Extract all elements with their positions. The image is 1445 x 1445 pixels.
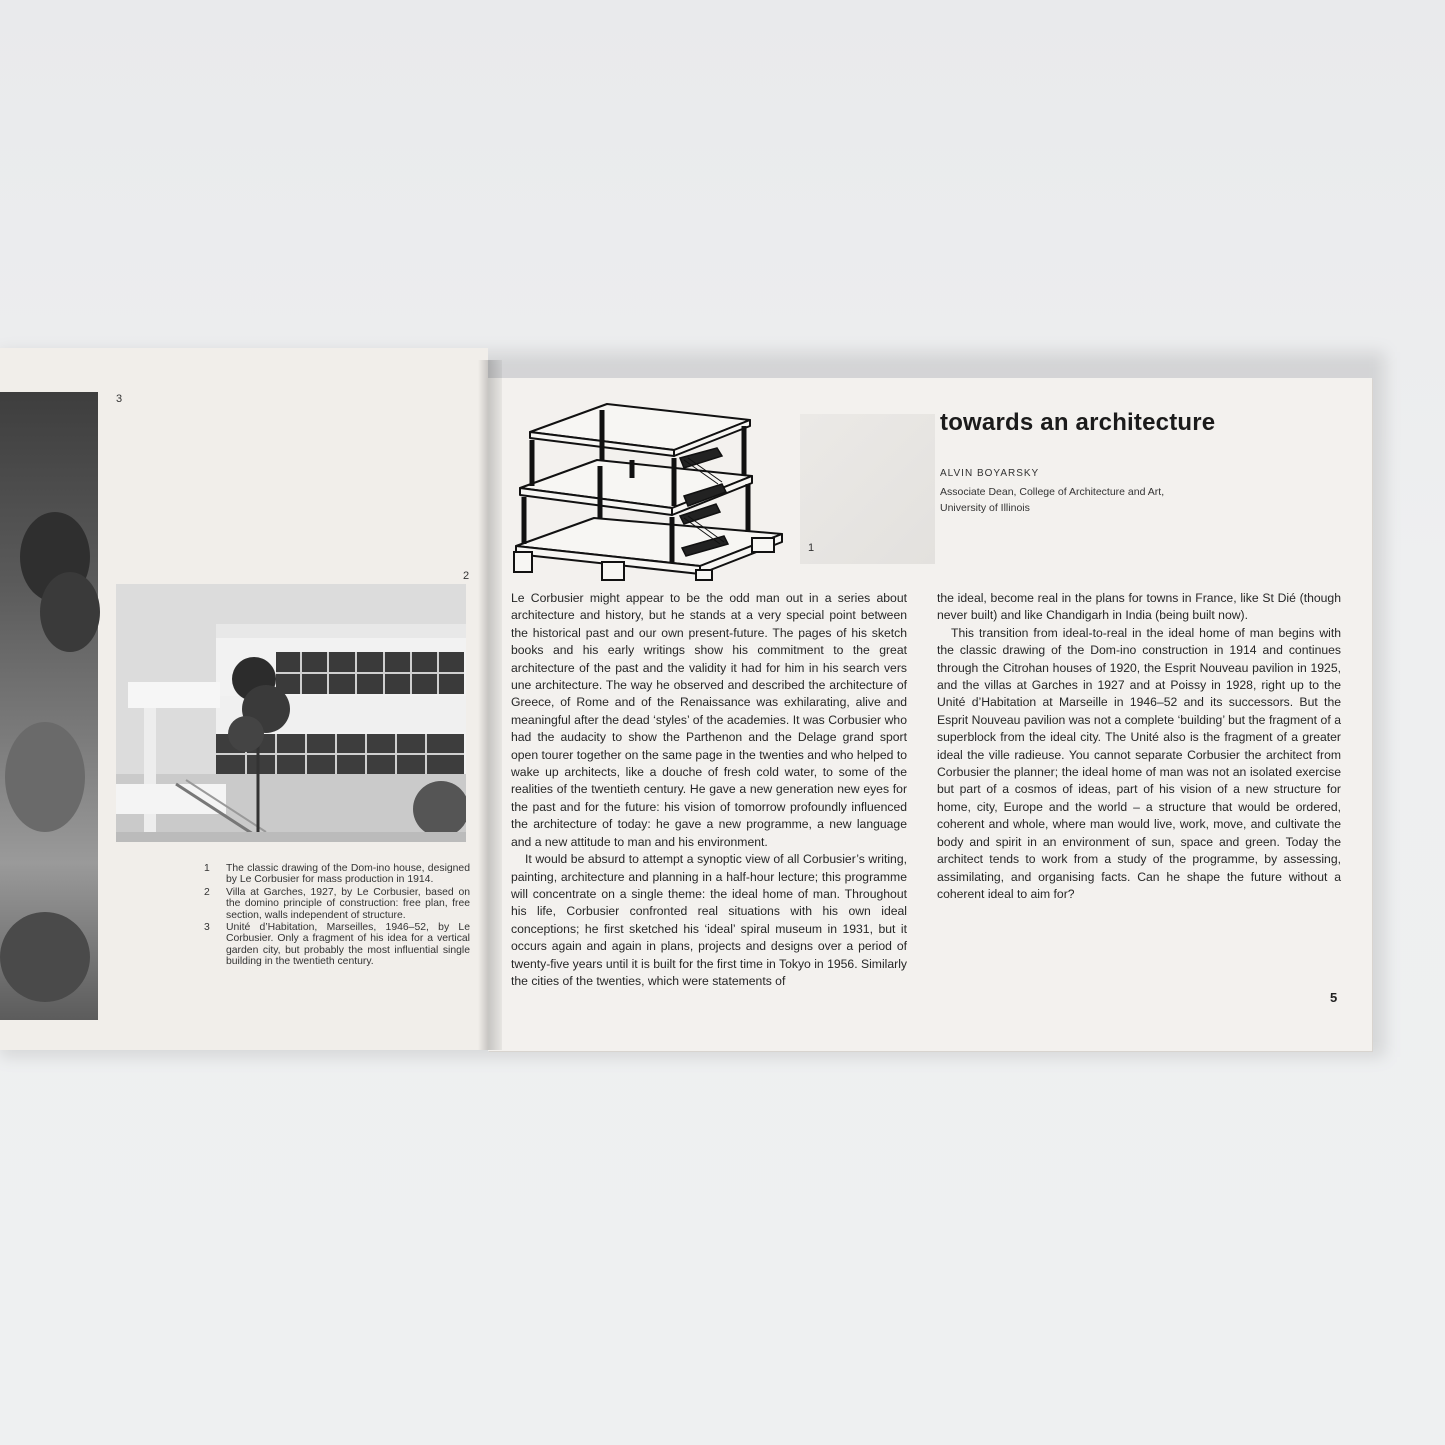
villa-garches-illustration — [116, 584, 466, 842]
paragraph: Le Corbusier might appear to be the odd man out in a series about architecture and history, but he stands at a very special point between the historical past and our own present-future. The pages of his sketch books and his early writings show his commitment to the great architecture of the past and the validity it had for him in his search vers une architecture. The way he observed and described the architecture of Greece, of Rome and of the Renaissance was exhilarating, alive and meaningful after the dead ‘styles’ of the academies. It was Corbusier who had the audacity to show the Parthenon and the Delage grand sport open tourer together on the same page in the twenties and who helped to wake up architects, like a douche of fresh cold water, to some of the realities of the twentieth century. He gave a new generation new eyes for the past and for the future: his vision of tomorrow profoundly influenced the architecture of today: he gave a new programme, a new language and a new attitude to man and his environment. — [511, 591, 907, 849]
figure-number-1: 1 — [808, 542, 815, 554]
dom-ino-house-illustration — [512, 398, 802, 582]
book-gutter — [478, 360, 502, 1050]
page-number: 5 — [1330, 990, 1338, 1005]
text-column-2 — [937, 590, 1341, 903]
show-through-image — [800, 414, 935, 564]
caption-number: 2 — [204, 886, 210, 898]
paragraph: This transition from ideal-to-real in the ideal home of man begins with the classic drawing of the Dom-ino construction in 1914 and continues through the Citrohan houses of 1920, the Esprit Nouveau pavilion in 1925, and the villas at Garches in 1927 and at Poissy in 1928, right up to the Unité d’Habitation at Marseille in 1946–52 and its successors. But the Esprit Nouveau pavilion was not a complete ‘building’ but the fragment of a superblock from the ideal city. The Unité also is the fragment of a greater ideal the ville radieuse. You cannot separate Corbusier the architect from Corbusier the planner; the ideal home of man was not an isolated exercise but part of a cosmos of ideas, part of his vision of a new structure for home, city, Europe and the world – a structure that would be ordered, coherent and whole, where man would live, work, move, and cultivate the body and spirit in an environment of sun, space and green. Today the architect tends to work from a study of the programme, by assessing, assimilating, and organising facts. Can he shape the future without a coherent ideal to aim for? — [937, 625, 1341, 901]
article-title: towards an architecture — [940, 409, 1216, 436]
caption-item — [204, 863, 470, 886]
photo-villa-garches — [116, 584, 466, 842]
author-affiliation: Associate Dean, College of Architecture and Art, University of Illinois — [940, 486, 1165, 514]
dom-ino-drawing — [512, 398, 802, 582]
text-column-1 — [511, 590, 907, 990]
caption-item — [204, 887, 470, 921]
caption-text: The classic drawing of the Dom-ino house, designed by Le Corbusier for mass production in 1914. — [226, 863, 470, 886]
photo-unite-habitation — [0, 392, 98, 1020]
paragraph: the ideal, become real in the plans for towns in France, like St Dié (though never built) and like Chandigarh in India (being built now). — [937, 591, 1341, 623]
figure-number-2: 2 — [463, 570, 470, 582]
caption-number: 3 — [204, 922, 210, 934]
paragraph: It would be absurd to attempt a synoptic view of all Corbusier’s writing, painting, architecture and planning in a half-hour lecture; this programme will concentrate on a single theme: the ideal home of man. Throughout his life, Corbusier confronted real situations with his own ideal conceptions; he first sketched his ‘ideal’ spiral museum in 1931, but it occurs again and again in plans, projects and designs over a period of twenty-five years until it is built for the first time in Tokyo in 1956. Similarly the cities of the twenties, which were statements of — [511, 852, 908, 988]
caption-item — [204, 922, 470, 968]
figure-number-3: 3 — [116, 393, 123, 405]
author-name: ALVIN BOYARSKY — [940, 468, 1040, 479]
figure-captions — [204, 863, 470, 969]
caption-text: Unité d’Habitation, Marseilles, 1946–52, by Le Corbusier. Only a fragment of his idea for a vertical garden city, but probably the most influential single building in the twentieth century. — [226, 922, 470, 968]
caption-text: Villa at Garches, 1927, by Le Corbusier, based on the domino principle of construction: free plan, free section, walls independent of structure. — [226, 886, 470, 921]
caption-number: 1 — [204, 863, 210, 874]
